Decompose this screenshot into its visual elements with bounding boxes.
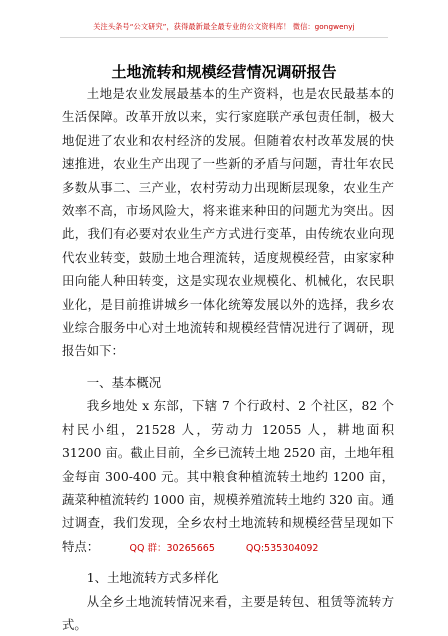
header-banner: 关注头条号“公文研究”，获得最新最全最专业的公文资料库！ 微信：gongwenyj xyxy=(93,22,355,31)
section-paragraph-basic-overview: 我乡地处 x 东部，下辖 7 个行政村、2 个社区，82 个村民小组，21528 人，劳动力 12055 人，耕地面积 31200 亩。截止目前，全乡已流转土地 2520 亩，土地年租金每亩 300-400 元。其中粮食种植流转土地约 1200 亩，蔬菜种植流转约 1000 亩，规模养殖流转土地约 320 亩。通过调查，我们发现，全乡农村土地流转和规模经营呈现如下特点： xyxy=(62,398,394,554)
subsection-heading-diversified-transfer: 1、土地流转方式多样化 xyxy=(86,570,219,586)
subsection-paragraph-diversified-transfer: 从全乡土地流转情况来看，主要是转包、租赁等流转方式。 xyxy=(62,593,394,632)
section-heading-basic-overview: 一、基本概况 xyxy=(86,374,162,390)
document-title: 土地流转和规模经营情况调研报告 xyxy=(111,63,337,81)
footer-qq-group: QQ 群：30265665 xyxy=(129,543,215,554)
footer xyxy=(0,540,448,554)
header-divider xyxy=(60,37,388,38)
footer-qq-contact: QQ:535304092 xyxy=(245,543,319,554)
intro-paragraph: 土地是农业发展最基本的生产资料，也是农民最基本的生活保障。改革开放以来，实行家庭联产承包责任制，极大地促进了农业和农村经济的发展。但随着农村改革发展的快速推进，农业生产出现了一些新的矛盾与问题，青壮年农民多数从事二、三产业，农村劳动力出现断层现象，农业生产效率不高，市场风险大，将来谁来种田的问题尤为突出。因此，我们有必要对农业生产方式进行变革，由传统农业向现代农业转变，鼓励土地合理流转，适度规模经营，由家家种田向能人种田转变，这是实现农业规模化、机械化，农民职业化，是目前推讲城乡一体化统筹发展以外的选择，我乡农业综合服务中心对土地流转和规模经营情况进行了调研，现报告如下： xyxy=(62,86,394,359)
